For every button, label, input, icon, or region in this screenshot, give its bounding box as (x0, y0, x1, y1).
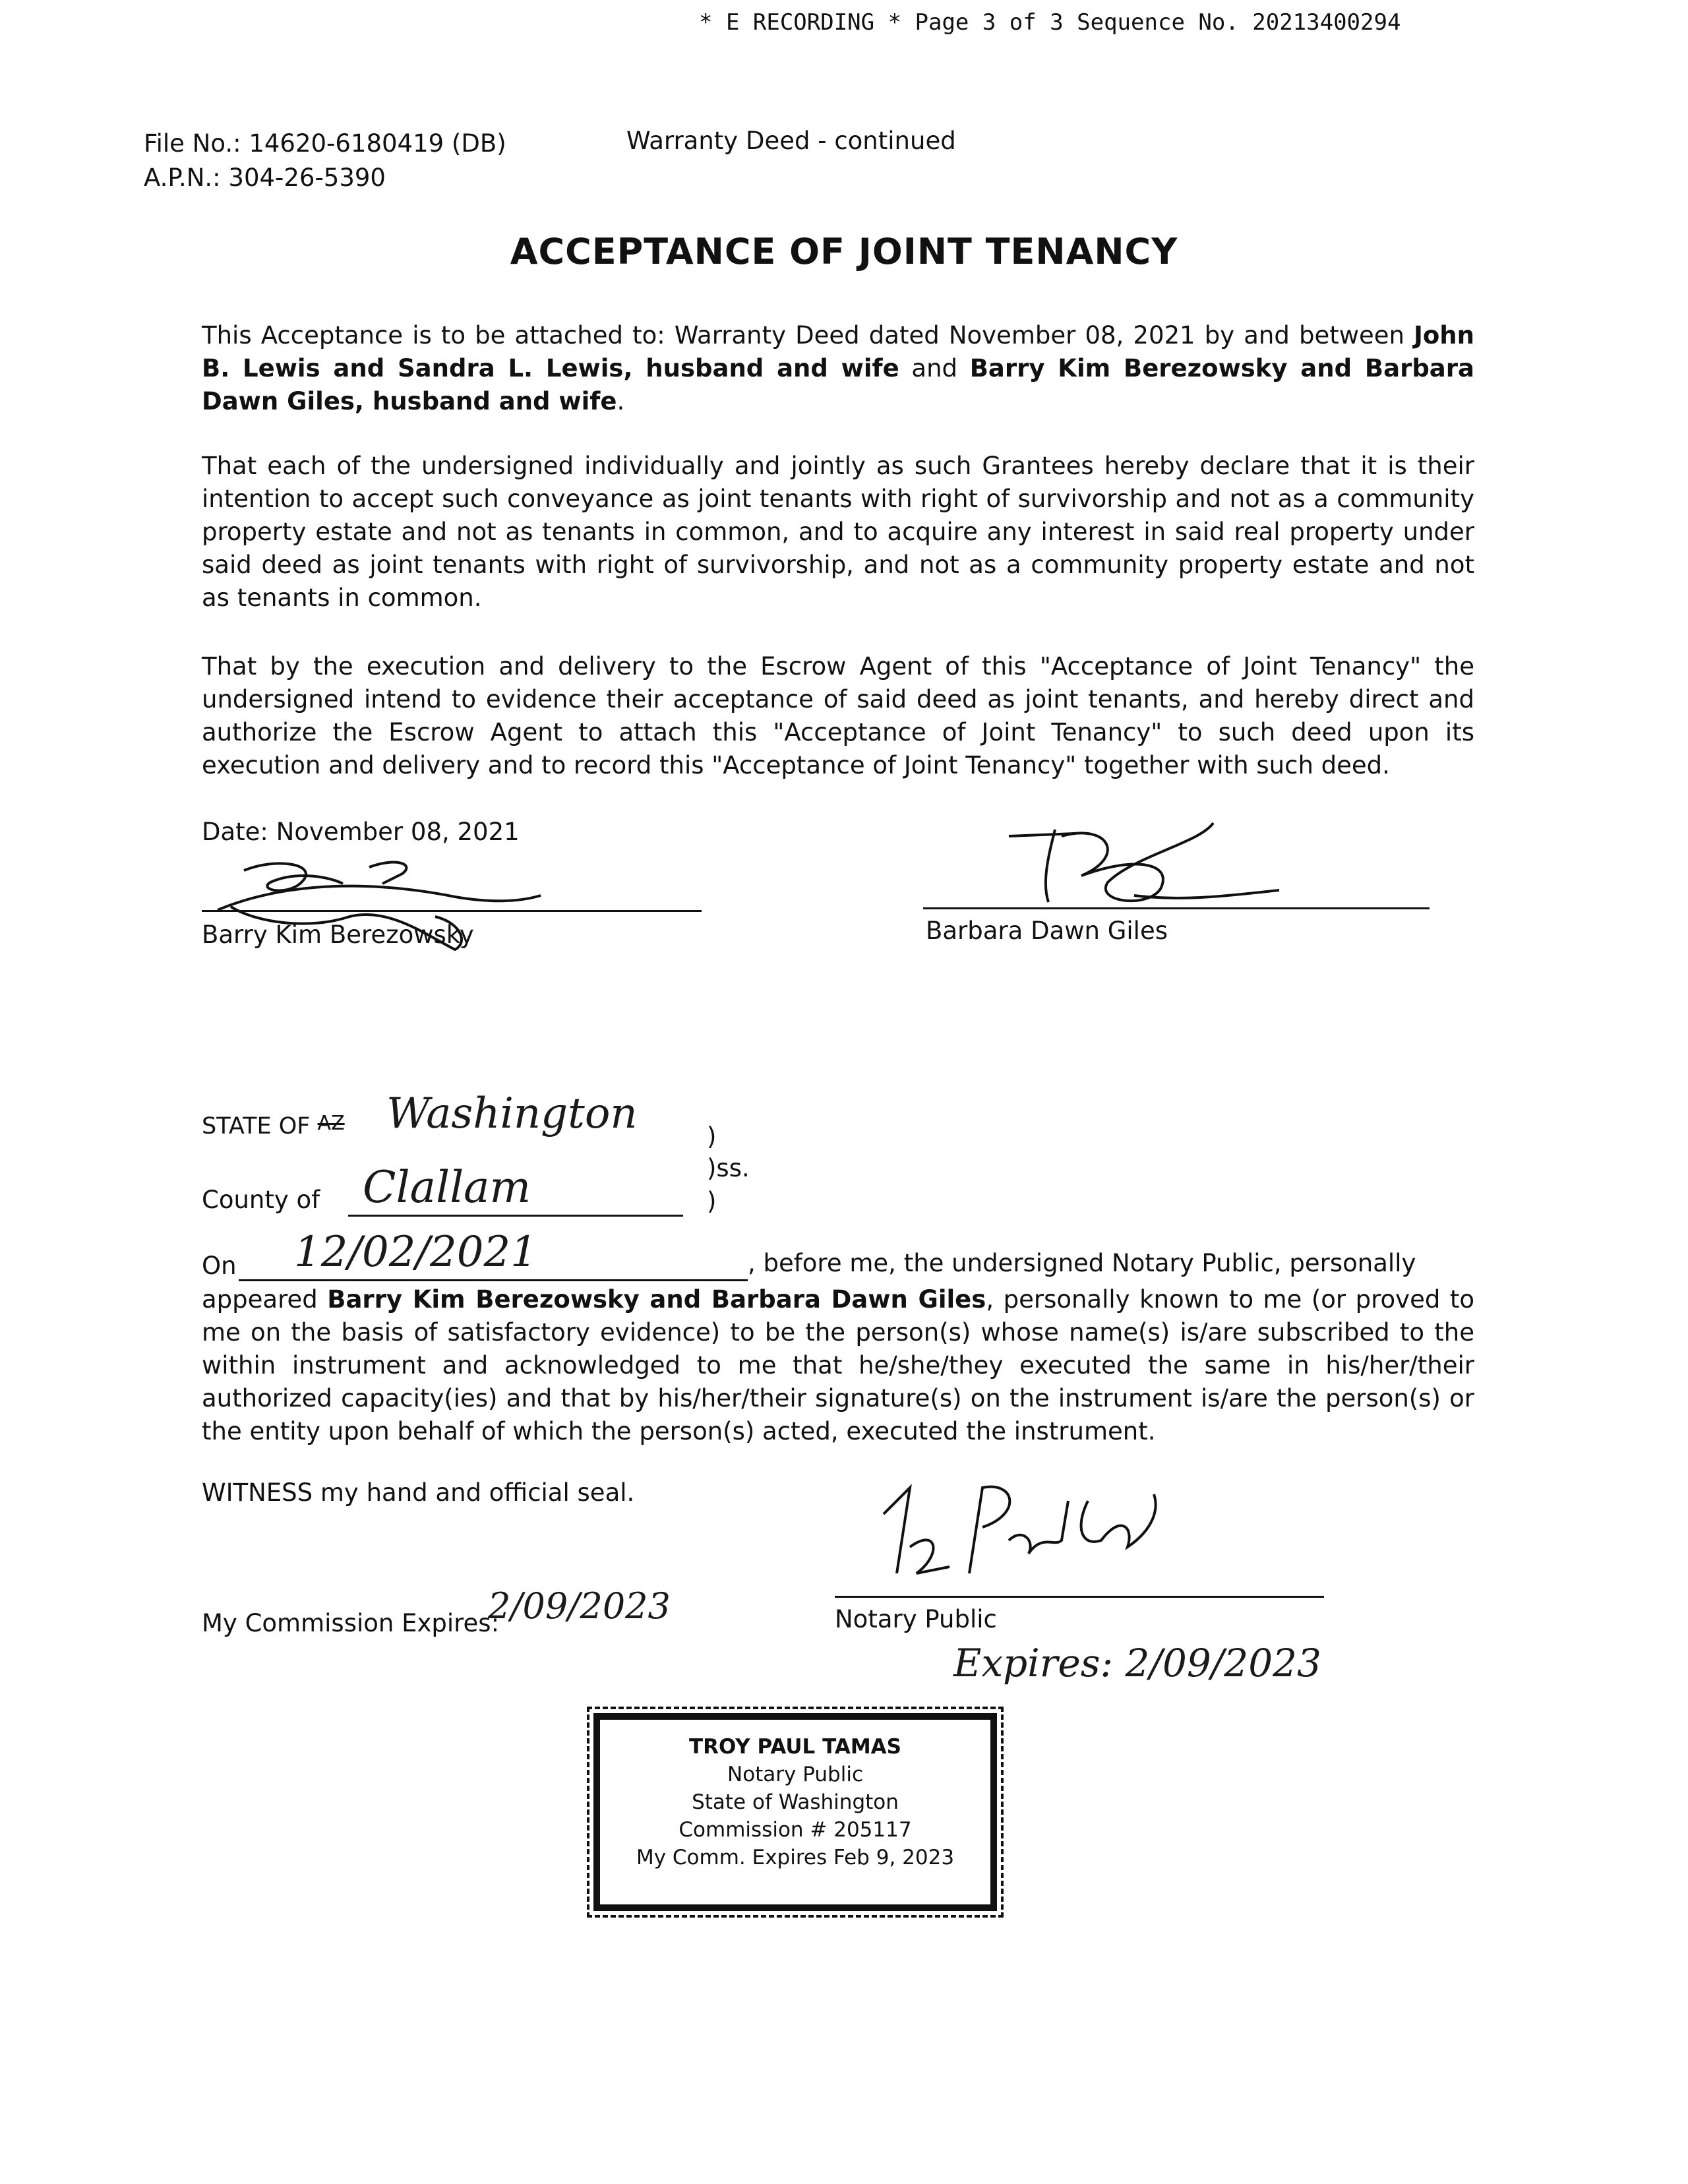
on-label: On (202, 1252, 237, 1280)
apn-number: A.P.N.: 304-26-5390 (144, 164, 386, 192)
paren: ) (707, 1187, 717, 1215)
stamp-line: My Comm. Expires Feb 9, 2023 (636, 1846, 955, 1869)
signer-name-2: Barbara Dawn Giles (926, 917, 1168, 945)
date-line: Date: November 08, 2021 (202, 818, 520, 846)
before-me-text: , before me, the undersigned Notary Public, personally (748, 1249, 1416, 1277)
paren-ss: )ss. (707, 1154, 750, 1182)
continued-label: Warranty Deed - continued (626, 127, 956, 155)
notary-public-label: Notary Public (835, 1605, 997, 1633)
state-label: STATE OF (202, 1113, 311, 1139)
paragraph-attachment (202, 319, 1474, 418)
notary-stamp (593, 1713, 997, 1911)
grantee-names: Barry Kim Berezowsky and Barbara Dawn Giles, husband and wife (202, 354, 1474, 415)
signature-giles (1002, 816, 1286, 922)
stamp-line: Notary Public (727, 1763, 863, 1786)
county-label: County of (202, 1186, 320, 1214)
signature-notary (870, 1474, 1187, 1600)
expires-handwritten: Expires: 2/09/2023 (953, 1641, 1321, 1685)
signer-name-1: Barry Kim Berezowsky (202, 921, 474, 949)
signature-line (923, 907, 1430, 909)
file-info (144, 127, 506, 195)
file-number: File No.: 14620-6180419 (DB) (144, 129, 506, 158)
recording-header: * E RECORDING * Page 3 of 3 Sequence No. 20213400294 (699, 9, 1401, 36)
commission-label: My Commission Expires: (202, 1609, 500, 1637)
witness-line: WITNESS my hand and official seal. (202, 1478, 635, 1507)
paragraph-text: and (899, 354, 970, 382)
signature-line (202, 910, 702, 912)
appeared-names: Barry Kim Berezowsky and Barbara Dawn Giles (327, 1285, 986, 1314)
stamp-line: Commission # 205117 (678, 1818, 912, 1842)
on-date-handwritten: 12/02/2021 (294, 1228, 537, 1277)
state-handwritten: Washington (386, 1089, 638, 1138)
paragraph-execution: That by the execution and delivery to the Escrow Agent of this "Acceptance of Joint Tenancy" the undersigned intend to evidence their acceptance of said deed as joint tenants, and hereby direct and authorize the Escrow Agent to attach this "Acceptance of Joint Tenancy" to such deed upon its execution and delivery and to record this "Acceptance of Joint Tenancy" together with such deed. (202, 652, 1474, 779)
paragraph-text: , personally known to me (or proved to me on the basis of satisfactory evidence) to be the person(s) whose name(s) is/are subscribed to the within instrument and acknowledged to me that he/she/they executed the same in his/her/their authorized capacity(ies) and that by his/her/their signature(s) on the instrument is/are the person(s) or the entity upon behalf of which the person(s) acted, executed the instrument. (202, 1285, 1474, 1445)
state-struck: AZ (317, 1112, 345, 1135)
document-title: ACCEPTANCE OF JOINT TENANCY (510, 231, 1178, 272)
state-of-line (202, 1113, 345, 1139)
paren: ) (707, 1122, 717, 1151)
county-underline (348, 1215, 683, 1217)
paragraph-text: This Acceptance is to be attached to: Warranty Deed dated November 08, 2021 by and between (202, 321, 1414, 349)
notary-acknowledgment (202, 1283, 1474, 1448)
county-handwritten: Clallam (363, 1162, 531, 1213)
date-underline (239, 1279, 748, 1281)
stamp-name: TROY PAUL TAMAS (688, 1735, 902, 1759)
paragraph-text: . (617, 387, 625, 415)
notary-signature-line (835, 1596, 1324, 1598)
commission-handwritten: 2/09/2023 (488, 1585, 671, 1627)
grantor-names: John B. Lewis and Sandra L. Lewis, husband and wife (202, 321, 1474, 382)
paragraph-declaration: That each of the undersigned individually and jointly as such Grantees hereby declare that it is their intention to accept such conveyance as joint tenants with right of survivorship and not as a community property estate and not as tenants in common, and to acquire any interest in said real property under said deed as joint tenants with right of survivorship, and not as a community property estate and not as tenants in common. (202, 452, 1474, 612)
stamp-line: State of Washington (692, 1790, 899, 1814)
paragraph-text: appeared (202, 1285, 328, 1314)
